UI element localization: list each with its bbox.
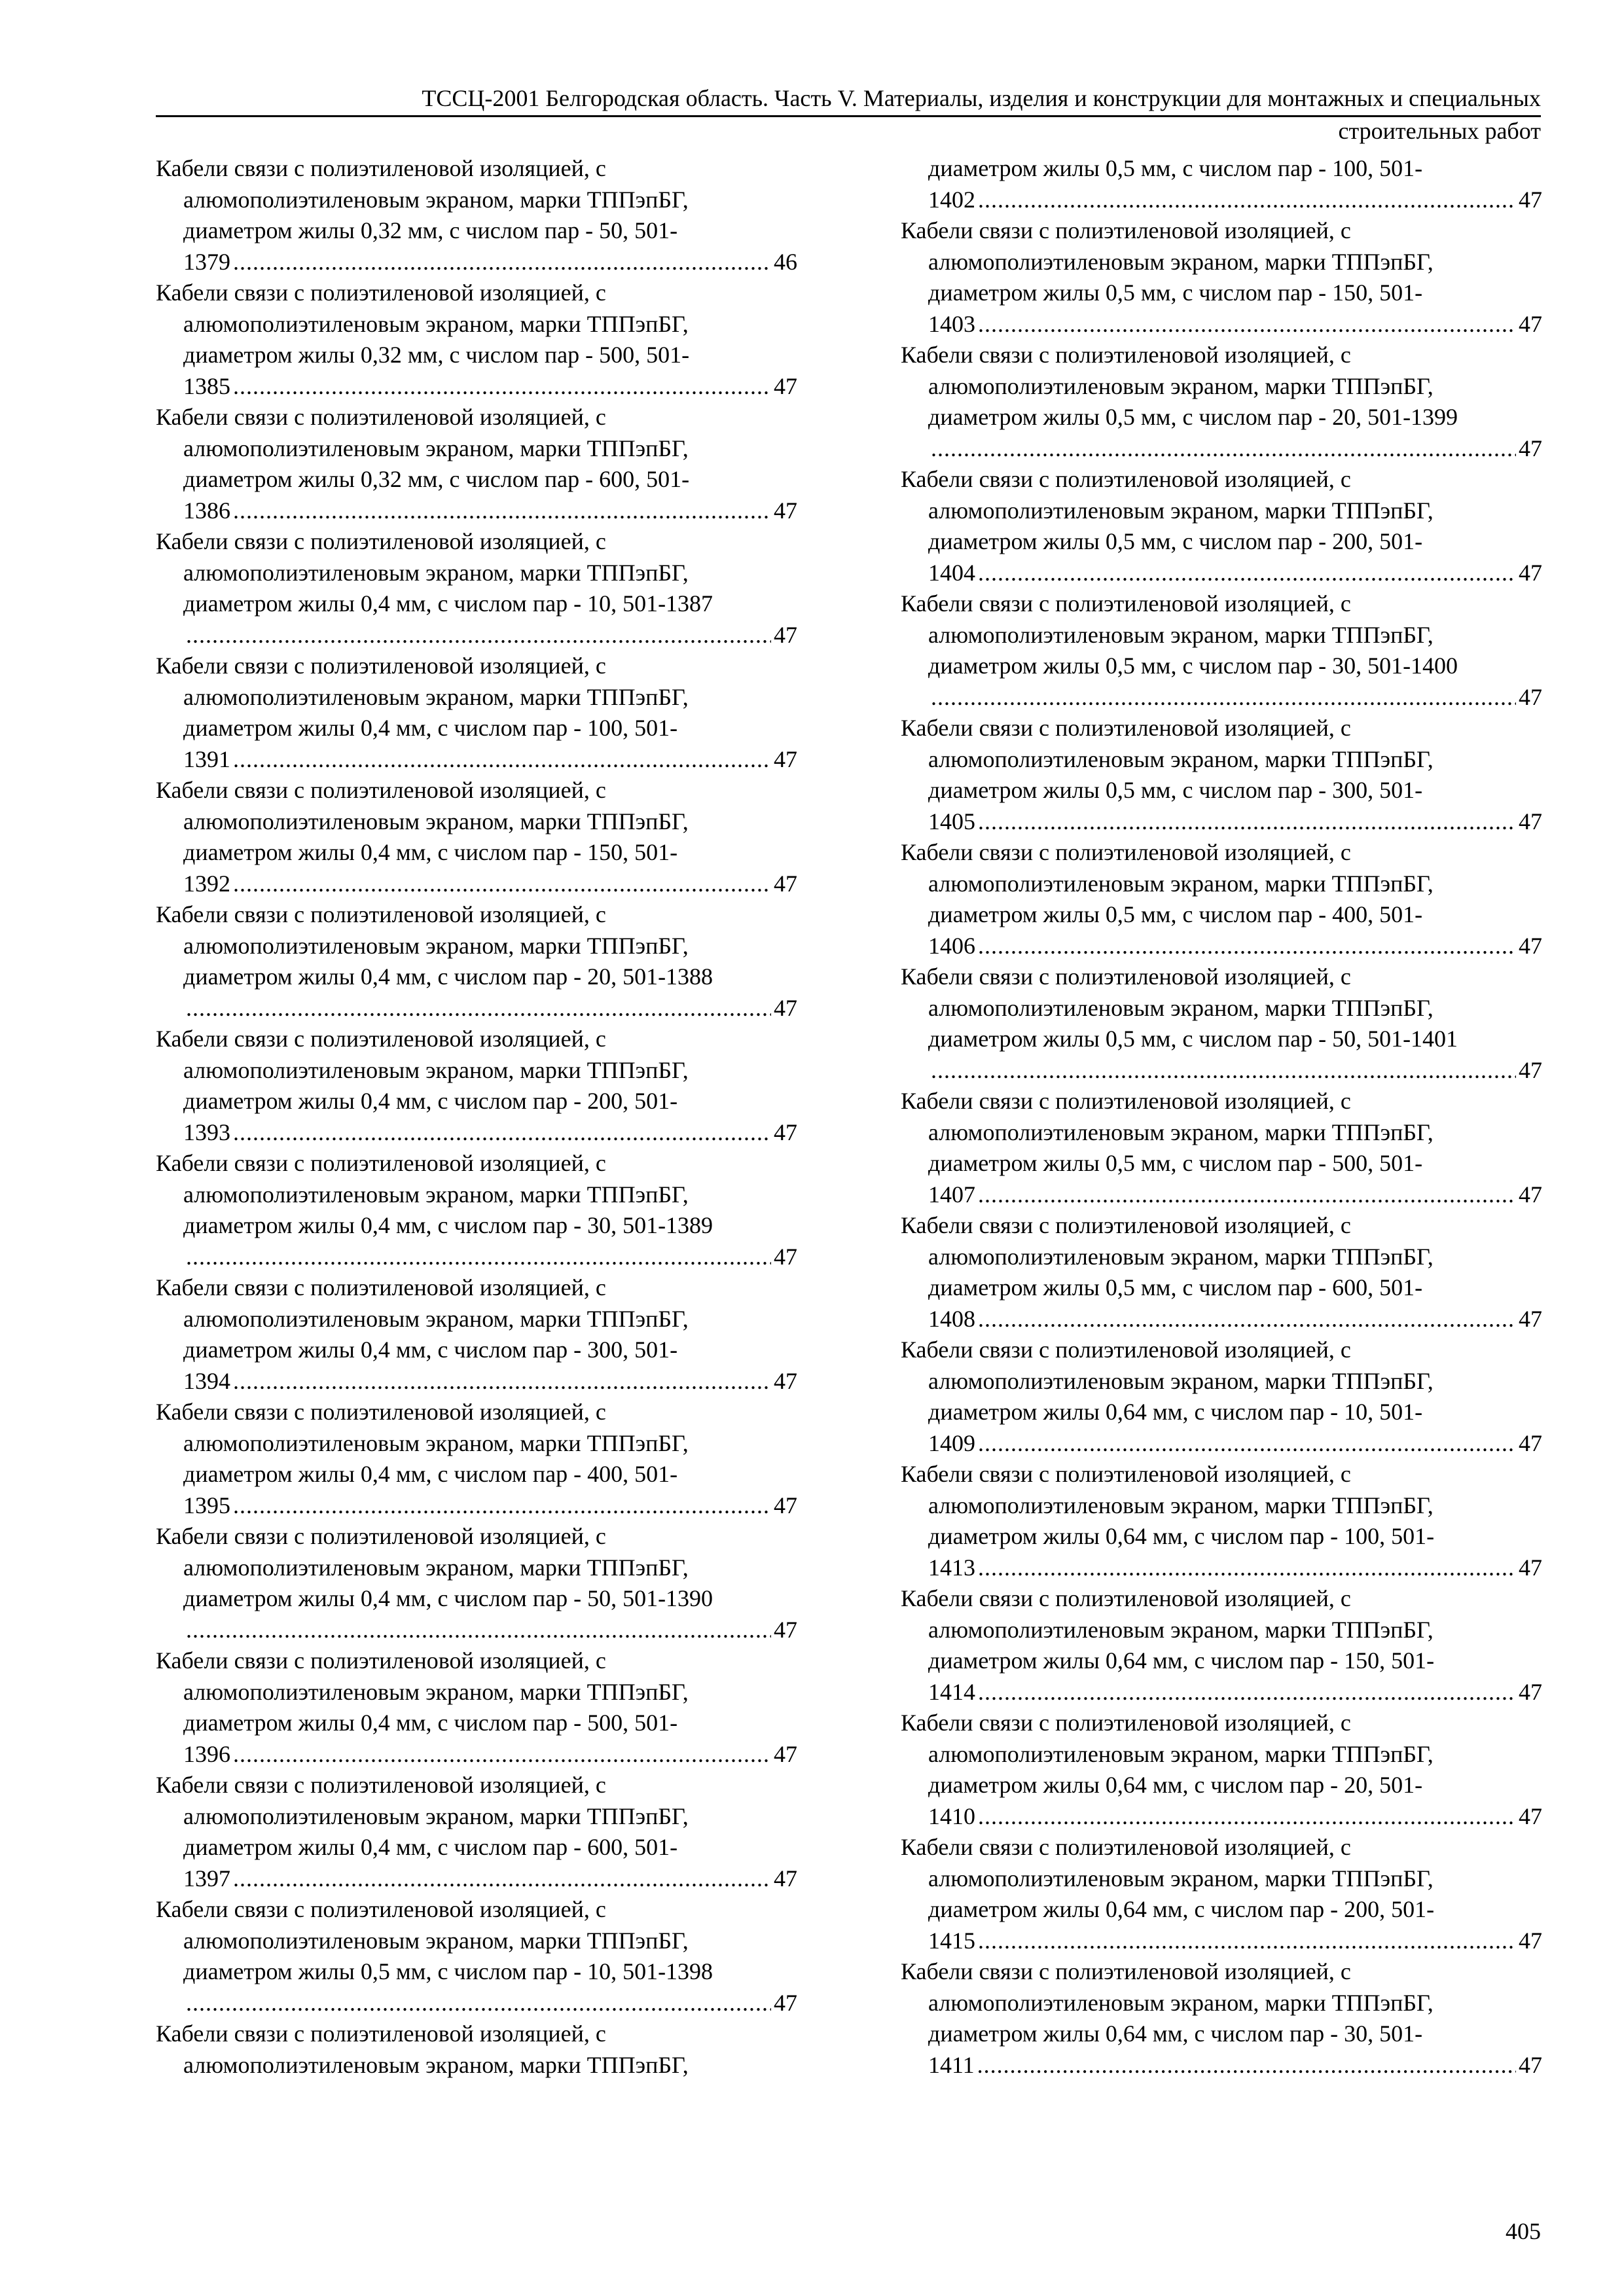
index-column-left [156, 153, 797, 2081]
entry-leader-line [156, 993, 797, 1024]
entry-page-ref: 47 [774, 994, 797, 1021]
entry-text-line: алюмополиэтиленовым экраном, марки ТППэпБГ, [183, 1678, 689, 1705]
entry-code-tail: 1386 [183, 497, 230, 524]
dot-leader [233, 1863, 771, 1895]
entry-text-line: Кабели связи с полиэтиленовой изоляцией, с [901, 1336, 1351, 1363]
entry-text-line: диаметром жилы 0,32 мм, с числом пар - 50, 501- [183, 217, 678, 243]
entry-page-ref: 47 [1519, 186, 1542, 213]
entry-code-tail: 1392 [183, 870, 230, 897]
entry-text-line: диаметром жилы 0,5 мм, с числом пар - 30, 501-1400 [928, 653, 1458, 679]
index-entry [156, 402, 797, 526]
entry-text-line: диаметром жилы 0,4 мм, с числом пар - 500, 501- [183, 1710, 678, 1736]
entry-leader-line [156, 620, 797, 651]
entry-text-line: Кабели связи с полиэтиленовой изоляцией, с [156, 404, 606, 430]
entry-text-line: алюмополиэтиленовым экраном, марки ТППэпБГ, [183, 186, 689, 213]
index-entry [156, 153, 797, 278]
index-entry [901, 215, 1542, 340]
entry-leader-line [901, 931, 1542, 962]
entry-code-tail: 1395 [183, 1492, 230, 1518]
entry-leader-line [156, 869, 797, 900]
entry-text-line: Кабели связи с полиэтиленовой изоляцией, с [156, 901, 606, 927]
entry-leader-line [156, 1242, 797, 1273]
entry-code-tail: 1407 [928, 1181, 975, 1208]
entry-text-line: Кабели связи с полиэтиленовой изоляцией, с [156, 1026, 606, 1052]
entry-text-line: Кабели связи с полиэтиленовой изоляцией, с [156, 1896, 606, 1922]
index-entry [156, 2018, 797, 2081]
dot-leader [978, 806, 1516, 838]
entry-text-line: алюмополиэтиленовым экраном, марки ТППэпБГ, [928, 1119, 1434, 1145]
entry-text-line: Кабели связи с полиэтиленовой изоляцией, с [901, 1710, 1351, 1736]
dot-leader [977, 2050, 1516, 2081]
dot-leader [931, 1055, 1516, 1086]
entry-text-line: алюмополиэтиленовым экраном, марки ТППэпБГ, [183, 559, 689, 586]
entry-text-line: Кабели связи с полиэтиленовой изоляцией, с [901, 342, 1351, 368]
entry-text-line: алюмополиэтиленовым экраном, марки ТППэпБГ, [183, 1554, 689, 1581]
running-header: ТССЦ-2001 Белгородская область. Часть V. Материалы, изделия и конструкции для монтажных и специальных [156, 84, 1541, 117]
entry-text-line: Кабели связи с полиэтиленовой изоляцией, с [156, 155, 606, 181]
entry-code-tail: 1394 [183, 1367, 230, 1394]
dot-leader [978, 1428, 1516, 1460]
entry-text-line: диаметром жилы 0,32 мм, с числом пар - 500, 501- [183, 342, 690, 368]
entry-text-line: алюмополиэтиленовым экраном, марки ТППэпБГ, [183, 1305, 689, 1332]
entry-page-ref: 47 [1519, 1181, 1542, 1208]
index-entry [901, 588, 1542, 713]
dot-leader [978, 1304, 1516, 1335]
entry-text-line: алюмополиэтиленовым экраном, марки ТППэпБГ, [183, 1803, 689, 1829]
entry-leader-line [901, 1055, 1542, 1086]
dot-leader [233, 247, 771, 278]
entry-text-line: алюмополиэтиленовым экраном, марки ТППэпБГ, [928, 870, 1434, 897]
dot-leader [978, 558, 1516, 589]
entry-page-ref: 47 [1519, 310, 1542, 337]
entry-text-line: диаметром жилы 0,5 мм, с числом пар - 600, 501- [928, 1274, 1423, 1300]
entry-text-line: алюмополиэтиленовым экраном, марки ТППэпБГ, [183, 683, 689, 710]
entry-text-line: диаметром жилы 0,64 мм, с числом пар - 20, 501- [928, 1772, 1423, 1798]
entry-text-line: диаметром жилы 0,5 мм, с числом пар - 300, 501- [928, 777, 1423, 803]
entry-text-line: диаметром жилы 0,5 мм, с числом пар - 400, 501- [928, 901, 1423, 927]
index-entry [901, 1459, 1542, 1583]
entry-text-line: Кабели связи с полиэтиленовой изоляцией, с [156, 1399, 606, 1425]
entry-page-ref: 47 [774, 1243, 797, 1270]
entry-page-ref: 47 [1519, 1678, 1542, 1705]
entry-text-line: алюмополиэтиленовым экраном, марки ТППэпБГ, [928, 248, 1434, 275]
entry-text-line: диаметром жилы 0,64 мм, с числом пар - 200, 501- [928, 1896, 1435, 1922]
entry-text-line: алюмополиэтиленовым экраном, марки ТППэпБГ, [928, 745, 1434, 772]
dot-leader [186, 620, 771, 651]
entry-text-line: Кабели связи с полиэтиленовой изоляцией, с [156, 1772, 606, 1798]
entry-code-tail: 1396 [183, 1740, 230, 1767]
entry-page-ref: 47 [774, 1989, 797, 2016]
entry-text-line: Кабели связи с полиэтиленовой изоляцией, с [901, 217, 1351, 243]
entry-text-line: Кабели связи с полиэтиленовой изоляцией, с [901, 839, 1351, 865]
entry-text-line: диаметром жилы 0,64 мм, с числом пар - 150, 501- [928, 1647, 1435, 1674]
dot-leader [978, 1552, 1516, 1584]
index-entry [901, 153, 1542, 215]
entry-text-line: диаметром жилы 0,4 мм, с числом пар - 200, 501- [183, 1088, 678, 1114]
entry-page-ref: 47 [1519, 1429, 1542, 1456]
entry-code-tail: 1397 [183, 1865, 230, 1892]
entry-leader-line [901, 1677, 1542, 1708]
entry-text-line: алюмополиэтиленовым экраном, марки ТППэпБГ, [928, 1492, 1434, 1518]
entry-page-ref: 47 [1519, 2051, 1542, 2078]
entry-page-ref: 47 [1519, 683, 1542, 710]
entry-text-line: диаметром жилы 0,4 мм, с числом пар - 400, 501- [183, 1461, 678, 1487]
entry-code-tail: 1410 [928, 1803, 975, 1829]
dot-leader [186, 993, 771, 1024]
entry-text-line: Кабели связи с полиэтиленовой изоляцией, с [901, 1585, 1351, 1611]
dot-leader [233, 869, 771, 900]
entry-text-line: алюмополиэтиленовым экраном, марки ТППэпБГ, [183, 310, 689, 337]
entry-page-ref: 47 [774, 745, 797, 772]
entry-leader-line [901, 1801, 1542, 1833]
entry-leader-line [901, 1552, 1542, 1584]
entry-text-line: алюмополиэтиленовым экраном, марки ТППэпБГ, [928, 1740, 1434, 1767]
entry-page-ref: 47 [774, 1865, 797, 1892]
entry-code-tail: 1385 [183, 372, 230, 399]
dot-leader [978, 931, 1516, 962]
entry-page-ref: 47 [774, 497, 797, 524]
entry-text-line: алюмополиэтиленовым экраном, марки ТППэпБГ, [183, 435, 689, 461]
entry-leader-line [156, 744, 797, 776]
entry-page-ref: 47 [774, 870, 797, 897]
dot-leader [186, 1615, 771, 1646]
dot-leader [233, 371, 771, 403]
entry-leader-line [901, 1304, 1542, 1335]
entry-leader-line [156, 1117, 797, 1149]
entry-page-ref: 47 [774, 1616, 797, 1643]
index-entry [156, 1770, 797, 1894]
entry-leader-line [901, 806, 1542, 838]
entry-leader-line [901, 1179, 1542, 1211]
entry-code-tail: 1413 [928, 1554, 975, 1581]
dot-leader [233, 744, 771, 776]
index-entry [901, 464, 1542, 588]
index-entry [901, 1708, 1542, 1832]
entry-leader-line [901, 1926, 1542, 1957]
entry-text-line: диаметром жилы 0,4 мм, с числом пар - 150, 501- [183, 839, 678, 865]
dot-leader [233, 1739, 771, 1770]
dot-leader [978, 309, 1516, 340]
entry-text-line: диаметром жилы 0,64 мм, с числом пар - 30, 501- [928, 2020, 1423, 2047]
entry-page-ref: 47 [1519, 808, 1542, 834]
dot-leader [186, 1242, 771, 1273]
entry-text-line: диаметром жилы 0,4 мм, с числом пар - 50, 501-1390 [183, 1585, 713, 1611]
entry-text-line: алюмополиэтиленовым экраном, марки ТППэпБГ, [928, 372, 1434, 399]
dot-leader [978, 1926, 1516, 1957]
entry-text-line: Кабели связи с полиэтиленовой изоляцией, с [901, 1958, 1351, 1984]
entry-text-line: алюмополиэтиленовым экраном, марки ТППэпБГ, [928, 497, 1434, 524]
entry-text-line: алюмополиэтиленовым экраном, марки ТППэпБГ, [928, 1367, 1434, 1394]
entry-leader-line [156, 1739, 797, 1770]
entry-code-tail: 1391 [183, 745, 230, 772]
index-entry [156, 278, 797, 402]
entry-text-line: Кабели связи с полиэтиленовой изоляцией, с [156, 279, 606, 306]
dot-leader [233, 1366, 771, 1397]
entry-code-tail: 1409 [928, 1429, 975, 1456]
entry-text-line: диаметром жилы 0,4 мм, с числом пар - 20, 501-1388 [183, 963, 713, 990]
index-entry [156, 1397, 797, 1521]
index-entry [156, 1024, 797, 1148]
entry-page-ref: 47 [1519, 435, 1542, 461]
dot-leader [233, 1117, 771, 1149]
entry-text-line: алюмополиэтиленовым экраном, марки ТППэпБГ, [928, 1989, 1434, 2016]
dot-leader [186, 1988, 771, 2019]
entry-text-line: алюмополиэтиленовым экраном, марки ТППэпБГ, [183, 808, 689, 834]
entry-leader-line [156, 495, 797, 527]
index-entry [156, 1272, 797, 1397]
index-entry [901, 1210, 1542, 1335]
index-entry [901, 1335, 1542, 1459]
entry-code-tail: 1415 [928, 1927, 975, 1954]
running-header-continuation: строительных работ [1338, 118, 1541, 144]
entry-text-line: алюмополиэтиленовым экраном, марки ТППэпБГ, [928, 994, 1434, 1021]
entry-text-line: диаметром жилы 0,5 мм, с числом пар - 150, 501- [928, 279, 1423, 306]
page-number: 405 [1506, 2218, 1541, 2244]
entry-page-ref: 47 [1519, 559, 1542, 586]
entry-text-line: Кабели связи с полиэтиленовой изоляцией, с [156, 653, 606, 679]
entry-text-line: диаметром жилы 0,4 мм, с числом пар - 30, 501-1389 [183, 1212, 713, 1238]
entry-text-line: диаметром жилы 0,4 мм, с числом пар - 300, 501- [183, 1336, 678, 1363]
index-entry [156, 1645, 797, 1770]
entry-leader-line [156, 1490, 797, 1522]
entry-text-line: диаметром жилы 0,5 мм, с числом пар - 100, 501- [928, 155, 1423, 181]
index-entry [901, 713, 1542, 837]
dot-leader [233, 1490, 771, 1522]
entry-page-ref: 47 [1519, 1056, 1542, 1083]
entry-text-line: алюмополиэтиленовым экраном, марки ТППэпБГ, [183, 932, 689, 959]
dot-leader [233, 495, 771, 527]
index-entry [156, 899, 797, 1024]
entry-code-tail: 1405 [928, 808, 975, 834]
entry-page-ref: 47 [1519, 932, 1542, 959]
entry-code-tail: 1408 [928, 1305, 975, 1332]
entry-text-line: Кабели связи с полиэтиленовой изоляцией, с [901, 1212, 1351, 1238]
entry-code-tail: 1403 [928, 310, 975, 337]
entry-text-line: диаметром жилы 0,4 мм, с числом пар - 600, 501- [183, 1834, 678, 1860]
entry-text-line: диаметром жилы 0,5 мм, с числом пар - 50, 501-1401 [928, 1026, 1458, 1052]
entry-text-line: алюмополиэтиленовым экраном, марки ТППэпБГ, [183, 1927, 689, 1954]
entry-text-line: алюмополиэтиленовым экраном, марки ТППэпБГ, [928, 1243, 1434, 1270]
entry-page-ref: 47 [774, 1119, 797, 1145]
entry-leader-line [156, 1615, 797, 1646]
index-entry [901, 961, 1542, 1086]
index-entry [156, 1894, 797, 2018]
entry-leader-line [156, 247, 797, 278]
entry-text-line: диаметром жилы 0,5 мм, с числом пар - 10, 501-1398 [183, 1958, 713, 1984]
entry-leader-line [901, 1428, 1542, 1460]
entry-page-ref: 47 [774, 1367, 797, 1394]
entry-page-ref: 47 [774, 1740, 797, 1767]
index-entry [156, 1148, 797, 1272]
entry-text-line: алюмополиэтиленовым экраном, марки ТППэпБГ, [928, 1616, 1434, 1643]
entry-text-line: диаметром жилы 0,64 мм, с числом пар - 10, 501- [928, 1399, 1423, 1425]
entry-text-line: Кабели связи с полиэтиленовой изоляцией, с [156, 1150, 606, 1176]
entry-code-tail: 1414 [928, 1678, 975, 1705]
entry-leader-line [156, 1366, 797, 1397]
entry-code-tail: 1411 [928, 2051, 975, 2078]
dot-leader [978, 1677, 1516, 1708]
entry-page-ref: 47 [774, 1492, 797, 1518]
entry-code-tail: 1393 [183, 1119, 230, 1145]
entry-text-line: Кабели связи с полиэтиленовой изоляцией, с [901, 1088, 1351, 1114]
dot-leader [978, 1801, 1516, 1833]
index-entry [156, 775, 797, 899]
index-entry [901, 340, 1542, 464]
entry-page-ref: 47 [774, 621, 797, 648]
entry-text-line: алюмополиэтиленовым экраном, марки ТППэпБГ, [183, 1429, 689, 1456]
entry-code-tail: 1406 [928, 932, 975, 959]
entry-text-line: Кабели связи с полиэтиленовой изоляцией, с [156, 528, 606, 554]
index-entry [156, 651, 797, 775]
entry-leader-line [156, 1863, 797, 1895]
entry-code-tail: 1379 [183, 248, 230, 275]
index-entry [901, 1583, 1542, 1708]
entry-text-line: алюмополиэтиленовым экраном, марки ТППэпБГ, [183, 1181, 689, 1208]
entry-text-line: Кабели связи с полиэтиленовой изоляцией, с [156, 1647, 606, 1674]
dot-leader [978, 1179, 1516, 1211]
entry-text-line: Кабели связи с полиэтиленовой изоляцией, с [901, 963, 1351, 990]
entry-text-line: Кабели связи с полиэтиленовой изоляцией, с [156, 1523, 606, 1549]
entry-leader-line [156, 371, 797, 403]
entry-text-line: диаметром жилы 0,4 мм, с числом пар - 10, 501-1387 [183, 590, 713, 617]
entry-page-ref: 47 [1519, 1305, 1542, 1332]
entry-text-line: Кабели связи с полиэтиленовой изоляцией, с [901, 590, 1351, 617]
entry-leader-line [901, 682, 1542, 713]
index-entry [156, 526, 797, 651]
entry-page-ref: 47 [774, 372, 797, 399]
dot-leader [931, 682, 1516, 713]
entry-text-line: диаметром жилы 0,5 мм, с числом пар - 500, 501- [928, 1150, 1423, 1176]
entry-text-line: диаметром жилы 0,64 мм, с числом пар - 100, 501- [928, 1523, 1435, 1549]
entry-leader-line [901, 433, 1542, 465]
entry-text-line: диаметром жилы 0,32 мм, с числом пар - 600, 501- [183, 466, 690, 492]
entry-page-ref: 47 [1519, 1803, 1542, 1829]
entry-page-ref: 47 [1519, 1927, 1542, 1954]
index-entry [901, 837, 1542, 961]
entry-text-line: алюмополиэтиленовым экраном, марки ТППэпБГ, [183, 2051, 689, 2078]
entry-page-ref: 47 [1519, 1554, 1542, 1581]
entry-leader-line [901, 185, 1542, 216]
entry-page-ref: 46 [774, 248, 797, 275]
entry-code-tail: 1404 [928, 559, 975, 586]
entry-code-tail: 1402 [928, 186, 975, 213]
entry-text-line: Кабели связи с полиэтиленовой изоляцией, с [156, 777, 606, 803]
entry-text-line: алюмополиэтиленовым экраном, марки ТППэпБГ, [183, 1056, 689, 1083]
entry-text-line: диаметром жилы 0,4 мм, с числом пар - 100, 501- [183, 715, 678, 741]
index-entry [901, 1086, 1542, 1210]
index-entry [156, 1521, 797, 1645]
entry-text-line: диаметром жилы 0,5 мм, с числом пар - 20, 501-1399 [928, 404, 1458, 430]
entry-text-line: Кабели связи с полиэтиленовой изоляцией, с [156, 1274, 606, 1300]
entry-text-line: Кабели связи с полиэтиленовой изоляцией, с [901, 1834, 1351, 1860]
entry-text-line: Кабели связи с полиэтиленовой изоляцией, с [156, 2020, 606, 2047]
index-column-right [901, 153, 1542, 2081]
index-entry [901, 1832, 1542, 1956]
entry-leader-line [156, 1988, 797, 2019]
entry-leader-line [901, 309, 1542, 340]
entry-text-line: Кабели связи с полиэтиленовой изоляцией, с [901, 715, 1351, 741]
entry-text-line: Кабели связи с полиэтиленовой изоляцией, с [901, 1461, 1351, 1487]
dot-leader [931, 433, 1516, 465]
index-entry [901, 1956, 1542, 2081]
entry-text-line: диаметром жилы 0,5 мм, с числом пар - 200, 501- [928, 528, 1423, 554]
entry-text-line: алюмополиэтиленовым экраном, марки ТППэпБГ, [928, 1865, 1434, 1892]
entry-leader-line [901, 2050, 1542, 2081]
entry-text-line: Кабели связи с полиэтиленовой изоляцией, с [901, 466, 1351, 492]
dot-leader [978, 185, 1516, 216]
entry-text-line: алюмополиэтиленовым экраном, марки ТППэпБГ, [928, 621, 1434, 648]
entry-leader-line [901, 558, 1542, 589]
